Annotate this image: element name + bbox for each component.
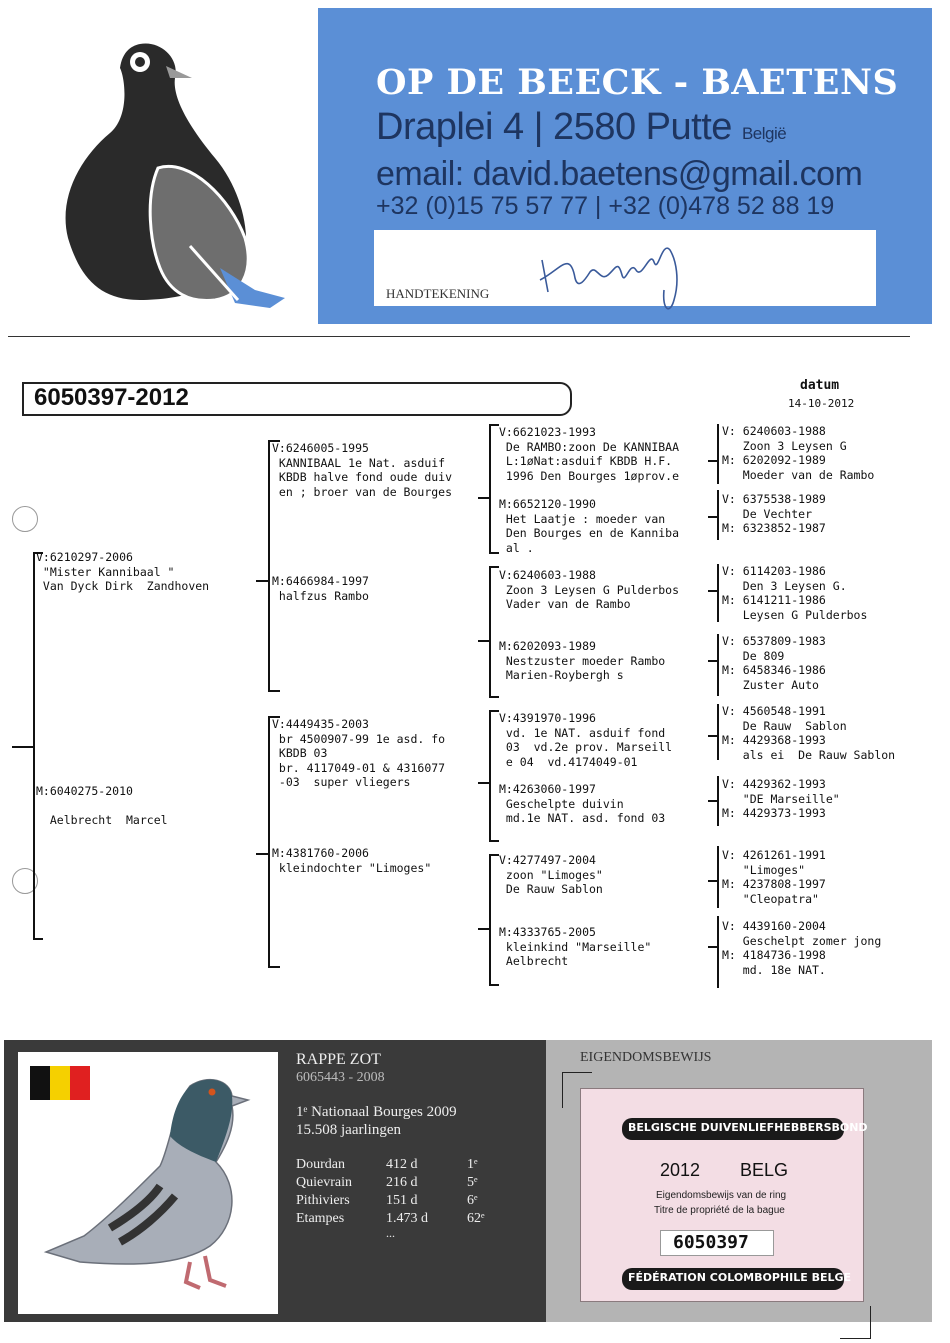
g4-entry-1: V: 6240603-1988 Zoon 3 Leysen G M: 6202092-1989 Moeder van de Rambo — [722, 424, 875, 482]
champion-title: 1ᵉ Nationaal Bourges 2009 — [296, 1104, 457, 1120]
ring-number: 6050397-2012 — [34, 384, 189, 411]
ownership-label: EIGENDOMSBEWIJS — [580, 1050, 712, 1065]
result-rank: 1ᵉ — [467, 1157, 478, 1172]
certificate-line-nl: Eigendomsbewijs van de ring — [656, 1190, 787, 1201]
divider — [8, 336, 910, 337]
certificate-year: 2012 — [660, 1160, 701, 1180]
champion-ring: 6065443 - 2008 — [296, 1070, 385, 1085]
g3-entry-5: V:4391970-1996 vd. 1e NAT. asduif fond 03 vd.2e prov. Marseill e 04 vd.4174049-01 — [499, 711, 673, 769]
handwritten-signature — [530, 220, 700, 320]
federation-name-fr: FÉDÉRATION COLOMBOPHILE BELGE — [628, 1271, 852, 1284]
certificate-number: 6050397 — [673, 1232, 749, 1253]
g3-entry-4: M:6202093-1989 Nestzuster moeder Rambo Marien-Roybergh s — [499, 639, 666, 682]
breeder-name: OP DE BEECK - BAETENS — [376, 62, 899, 103]
g3-entry-8: M:4333765-2005 kleinkind "Marseille" Aelbrecht — [499, 925, 652, 968]
bracket-line — [870, 1306, 871, 1338]
g3-entry-2: M:6652120-1990 Het Laatje : moeder van Den Bourges en de Kanniba al . — [499, 497, 680, 555]
certificate-line-fr: Titre de propriété de la bague — [654, 1205, 785, 1216]
result-rank: 6ᵉ — [467, 1193, 478, 1208]
g4-entry-3: V: 6114203-1986 Den 3 Leysen G. M: 6141211-1986 Leysen G Pulderbos — [722, 564, 868, 622]
g4-entry-6: V: 4429362-1993 "DE Marseille" M: 4429373-1993 — [722, 777, 840, 820]
punch-hole — [12, 506, 38, 532]
sire-sire-entry: V:6246005-1995 KANNIBAAL 1e Nat. asduif KBDB halve fond oude duiv en ; broer van de Bourges — [272, 441, 453, 499]
country: België — [741, 124, 787, 143]
sire-dam-entry: M:6466984-1997 halfzus Rambo — [272, 574, 369, 603]
g4-entry-8: V: 4439160-2004 Geschelpt zomer jong M: 4184736-1998 md. 18e NAT. — [722, 919, 882, 977]
signature-label: HANDTEKENING — [386, 286, 490, 301]
result-count: 216 d — [386, 1175, 418, 1190]
date-value: 14-10-2012 — [788, 397, 855, 410]
dam-dam-entry: M:4381760-2006 kleindochter "Limoges" — [272, 846, 432, 875]
sire-entry: V:6210297-2006 "Mister Kannibaal " Van Dyck Dirk Zandhoven — [36, 550, 210, 593]
result-place: Pithiviers — [296, 1193, 350, 1208]
g4-entry-2: V: 6375538-1989 De Vechter M: 6323852-1987 — [722, 492, 826, 535]
result-count: 412 d — [386, 1157, 418, 1172]
result-rank: 5ᵉ — [467, 1175, 478, 1190]
phone-numbers: +32 (0)15 75 57 77 | +32 (0)478 52 88 19 — [376, 192, 835, 220]
pigeon-photo-drawing — [40, 1066, 270, 1298]
dam-sire-entry: V:4449435-2003 br 4500907-99 1e asd. fo KBDB 03 br. 4117049-01 & 4316077 -03 super vliegers — [272, 717, 446, 789]
bracket-line — [562, 1072, 563, 1108]
g4-entry-4: V: 6537809-1983 De 809 M: 6458346-1986 Zuster Auto — [722, 634, 826, 692]
bracket-line — [562, 1072, 592, 1073]
g3-entry-6: M:4263060-1997 Geschelpte duivin md.1e NAT. asd. fond 03 — [499, 782, 666, 825]
g3-entry-1: V:6621023-1993 De RAMBO:zoon De KANNIBAA L:1øNat:asduif KBDB H.F. 1996 Den Bourges 1øprov.e — [499, 425, 680, 483]
champion-name: RAPPE ZOT — [296, 1051, 381, 1068]
bracket-line — [840, 1338, 871, 1339]
dam-entry: M:6040275-2010 Aelbrecht Marcel — [36, 784, 168, 827]
g3-entry-3: V:6240603-1988 Zoon 3 Leysen G Pulderbos Vader van de Rambo — [499, 568, 680, 611]
result-ellipsis: ... — [386, 1226, 395, 1240]
champion-subtitle: 15.508 jaarlingen — [296, 1122, 401, 1138]
g3-entry-7: V:4277497-2004 zoon "Limoges" De Rauw Sablon — [499, 853, 603, 896]
pigeon-logo — [40, 38, 300, 313]
country-code: BELG — [740, 1160, 789, 1180]
email-address: email: david.baetens@gmail.com — [376, 155, 863, 193]
result-rank: 62ᵉ — [467, 1211, 485, 1226]
federation-name-nl: BELGISCHE DUIVENLIEFHEBBERSBOND — [628, 1121, 868, 1134]
result-place: Quievrain — [296, 1175, 352, 1190]
date-label: datum — [800, 378, 840, 393]
result-count: 1.473 d — [386, 1211, 428, 1226]
g4-entry-7: V: 4261261-1991 "Limoges" M: 4237808-1997 "Cleopatra" — [722, 848, 826, 906]
g4-entry-5: V: 4560548-1991 De Rauw Sablon M: 4429368-1993 als ei De Rauw Sablon — [722, 704, 896, 762]
address: Draplei 4 | 2580 Putte België — [376, 106, 787, 148]
result-count: 151 d — [386, 1193, 418, 1208]
result-place: Dourdan — [296, 1157, 345, 1172]
result-place: Etampes — [296, 1211, 345, 1226]
